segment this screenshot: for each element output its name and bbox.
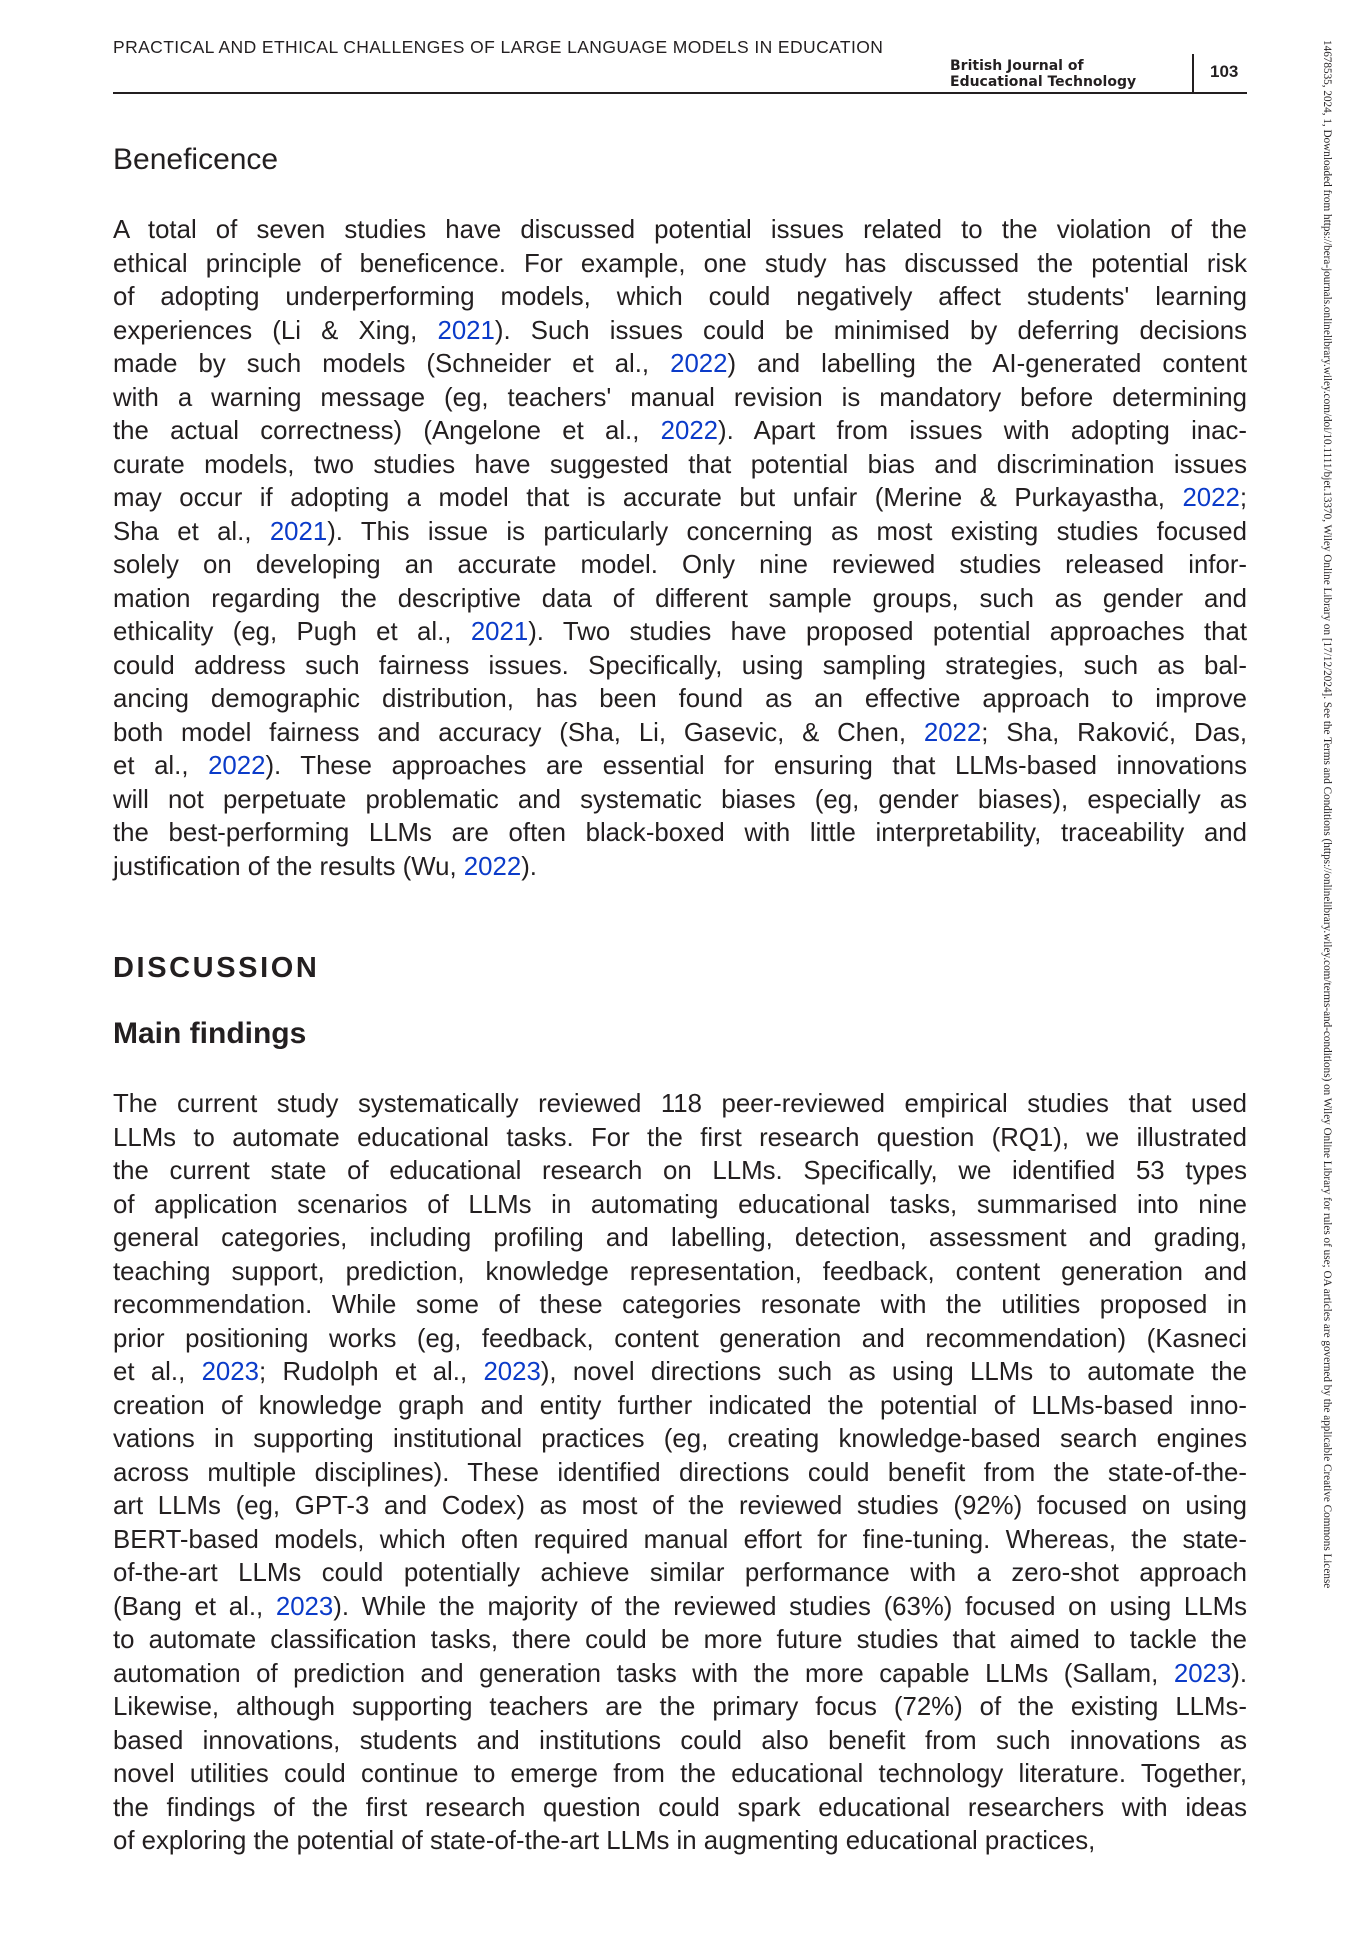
subsection-title-main-findings: Main findings bbox=[113, 1017, 307, 1050]
text-line bbox=[113, 1658, 1247, 1692]
citation-link[interactable]: 2022 bbox=[1182, 484, 1240, 512]
text-line bbox=[113, 750, 1247, 784]
header-divider bbox=[1192, 54, 1194, 94]
citation-link[interactable]: 2022 bbox=[208, 752, 266, 780]
section-title-discussion: DISCUSSION bbox=[113, 952, 320, 984]
text-line bbox=[113, 482, 1247, 516]
journal-name bbox=[950, 58, 1180, 90]
citation-link[interactable]: 2022 bbox=[463, 852, 522, 881]
text-line bbox=[113, 851, 1247, 885]
text-run: et al., bbox=[113, 1358, 202, 1386]
text-line bbox=[113, 248, 1247, 282]
text-line bbox=[113, 1591, 1247, 1625]
text-run: with a warning message (eg, teachers' manual revision is mandatory before determining bbox=[113, 383, 1247, 412]
text-line bbox=[113, 1323, 1247, 1357]
text-line bbox=[113, 1088, 1247, 1122]
citation-link[interactable]: 2022 bbox=[923, 718, 982, 747]
text-line bbox=[113, 683, 1247, 717]
text-run: The current study systematically reviewed 118 peer-reviewed empirical studies that used bbox=[113, 1090, 1247, 1118]
text-run: ). Such issues could be minimised by deferring decisions bbox=[494, 316, 1247, 345]
text-line bbox=[113, 281, 1247, 315]
text-line bbox=[113, 583, 1247, 617]
text-line bbox=[113, 315, 1247, 349]
text-line bbox=[113, 1423, 1247, 1457]
text-run: curate models, two studies have suggested that potential bias and discrimination issues bbox=[113, 450, 1247, 479]
download-notice bbox=[1318, 40, 1335, 1920]
text-run: the actual correctness) (Angelone et al., bbox=[113, 417, 661, 445]
paragraph-main-findings bbox=[113, 1088, 1247, 1859]
text-line bbox=[113, 1557, 1247, 1591]
text-run: across multiple disciplines). These identified directions could benefit from the state-of-the- bbox=[113, 1458, 1247, 1487]
text-run: experiences (Li & Xing, bbox=[113, 316, 438, 345]
citation-link[interactable]: 2022 bbox=[660, 417, 719, 445]
running-head: PRACTICAL AND ETHICAL CHALLENGES OF LARGE LANGUAGE MODELS IN EDUCATION bbox=[113, 37, 884, 57]
text-line bbox=[113, 549, 1247, 583]
text-run: et al., bbox=[113, 752, 209, 780]
text-run: of application scenarios of LLMs in automating educational tasks, summarised into nine bbox=[113, 1190, 1247, 1219]
text-run: automation of prediction and generation tasks with the more capable LLMs (Sallam, bbox=[113, 1659, 1174, 1688]
text-line bbox=[113, 1624, 1247, 1658]
text-run: of adopting underperforming models, which could negatively affect students' learning bbox=[113, 283, 1247, 311]
text-run: ). bbox=[1231, 1659, 1247, 1688]
text-run: the best-performing LLMs are often black-boxed with little interpretability, traceability and bbox=[113, 819, 1247, 847]
text-run: will not perpetuate problematic and systematic biases (eg, gender biases), especially as bbox=[113, 785, 1247, 814]
text-line bbox=[113, 1155, 1247, 1189]
text-run: creation of knowledge graph and entity further indicated the potential of LLMs-based inno- bbox=[113, 1391, 1247, 1420]
text-run: ). Two studies have proposed potential approaches that bbox=[528, 618, 1248, 646]
text-line bbox=[113, 1691, 1247, 1725]
text-line bbox=[113, 1390, 1247, 1424]
text-run: both model fairness and accuracy (Sha, Li, Gasevic, & Chen, bbox=[113, 718, 924, 747]
download-notice-text: 14678535, 2024, 1, Downloaded from https://bera-journals.onlinelibrary.wiley.com/doi/10.1111/bjet.13370, Wiley Online Library on [17/12/2024]. See the Terms and Conditions (https://onlinelibrary.wiley.com/terms-and-conditions) on Wiley Online Library for rules of use; OA articles are governed by the applicable Creative Commons License bbox=[1321, 40, 1333, 1589]
text-run: of-the-art LLMs could potentially achieve similar performance with a zero-shot approach bbox=[113, 1559, 1247, 1587]
journal-name-line-1: British Journal of bbox=[950, 58, 1084, 74]
text-line bbox=[113, 214, 1247, 248]
text-run: recommendation. While some of these categories resonate with the utilities proposed in bbox=[113, 1291, 1247, 1319]
text-run: ). These approaches are essential for ensuring that LLMs-based innovations bbox=[265, 752, 1247, 780]
text-line bbox=[113, 415, 1247, 449]
citation-link[interactable]: 2021 bbox=[269, 517, 328, 546]
text-run: (Bang et al., bbox=[113, 1592, 276, 1621]
text-run: could address such fairness issues. Specifically, using sampling strategies, such as bal- bbox=[113, 651, 1247, 680]
text-run: made by such models (Schneider et al., bbox=[113, 350, 671, 378]
text-run: ethicality (eg, Pugh et al., bbox=[113, 618, 471, 646]
text-line bbox=[113, 1825, 1247, 1859]
page-number: 103 bbox=[1210, 62, 1239, 81]
subsection-title-beneficence: Beneficence bbox=[113, 143, 279, 176]
text-run: ancing demographic distribution, has been found as an effective approach to improve bbox=[113, 685, 1247, 713]
text-run: the current state of educational research on LLMs. Specifically, we identified 53 types bbox=[113, 1157, 1247, 1185]
text-run: Sha et al., bbox=[113, 517, 270, 546]
text-line bbox=[113, 382, 1247, 416]
text-line bbox=[113, 650, 1247, 684]
text-run: ). This issue is particularly concerning as most existing studies focused bbox=[327, 517, 1247, 546]
text-run: ethical principle of beneficence. For example, one study has discussed the potential risk bbox=[113, 249, 1247, 278]
text-line bbox=[113, 1289, 1247, 1323]
text-run: ; Rudolph et al., bbox=[258, 1358, 484, 1386]
text-run: vations in supporting institutional practices (eg, creating knowledge-based search engines bbox=[113, 1425, 1247, 1453]
text-line bbox=[113, 1490, 1247, 1524]
text-run: solely on developing an accurate model. Only nine reviewed studies released infor- bbox=[113, 551, 1247, 579]
text-line bbox=[113, 449, 1247, 483]
text-line bbox=[113, 348, 1247, 382]
text-run: general categories, including profiling and labelling, detection, assessment and grading, bbox=[113, 1224, 1247, 1252]
text-run: prior positioning works (eg, feedback, content generation and recommendation) (Kasneci bbox=[113, 1324, 1247, 1353]
header-rule bbox=[113, 92, 1247, 94]
text-line bbox=[113, 616, 1247, 650]
text-line bbox=[113, 717, 1247, 751]
citation-link[interactable]: 2023 bbox=[201, 1358, 259, 1386]
text-run: ). Apart from issues with adopting inac- bbox=[718, 417, 1247, 445]
text-line bbox=[113, 1222, 1247, 1256]
text-run: ). bbox=[521, 852, 537, 881]
text-run: of exploring the potential of state-of-the-art LLMs in augmenting educational practices, bbox=[113, 1827, 1096, 1855]
text-run: A total of seven studies have discussed potential issues related to the violation of the bbox=[113, 216, 1247, 244]
citation-link[interactable]: 2023 bbox=[483, 1358, 541, 1386]
text-line bbox=[113, 784, 1247, 818]
text-run: ; bbox=[1239, 484, 1247, 512]
text-run: to automate classification tasks, there could be more future studies that aimed to tackle the bbox=[113, 1626, 1247, 1654]
text-run: BERT-based models, which often required manual effort for fine-tuning. Whereas, the state- bbox=[113, 1525, 1247, 1554]
text-run: ; Sha, Raković, Das, bbox=[981, 718, 1247, 747]
text-run: Likewise, although supporting teachers are the primary focus (72%) of the existing LLMs- bbox=[113, 1693, 1247, 1721]
text-line bbox=[113, 1256, 1247, 1290]
text-line bbox=[113, 1792, 1247, 1826]
text-run: ), novel directions such as using LLMs to automate the bbox=[540, 1358, 1248, 1386]
text-run: the findings of the first research question could spark educational researchers with ideas bbox=[113, 1793, 1247, 1822]
text-run: justification of the results (Wu, bbox=[113, 852, 464, 881]
text-line bbox=[113, 1524, 1247, 1558]
text-line bbox=[113, 817, 1247, 851]
text-line bbox=[113, 516, 1247, 550]
citation-link[interactable]: 2023 bbox=[275, 1592, 334, 1621]
journal-name-line-2: Educational Technology bbox=[950, 74, 1137, 90]
text-run: based innovations, students and institutions could also benefit from such innovations as bbox=[113, 1726, 1247, 1755]
text-line bbox=[113, 1457, 1247, 1491]
text-run: teaching support, prediction, knowledge representation, feedback, content generation and bbox=[113, 1257, 1247, 1286]
text-line bbox=[113, 1356, 1247, 1390]
text-line bbox=[113, 1122, 1247, 1156]
text-run: LLMs to automate educational tasks. For the first research question (RQ1), we illustrated bbox=[113, 1123, 1247, 1152]
text-run: novel utilities could continue to emerge from the educational technology literature. Together, bbox=[113, 1760, 1247, 1788]
citation-link[interactable]: 2021 bbox=[437, 316, 495, 345]
paragraph-beneficence bbox=[113, 214, 1247, 884]
text-run: may occur if adopting a model that is accurate but unfair (Merine & Purkayastha, bbox=[113, 484, 1183, 512]
text-run: art LLMs (eg, GPT-3 and Codex) as most of the reviewed studies (92%) focused on using bbox=[113, 1492, 1247, 1520]
text-line bbox=[113, 1758, 1247, 1792]
text-line bbox=[113, 1189, 1247, 1223]
text-run: ). While the majority of the reviewed studies (63%) focused on using LLMs bbox=[333, 1592, 1247, 1621]
citation-link[interactable]: 2022 bbox=[670, 350, 728, 378]
text-run: ) and labelling the AI-generated content bbox=[727, 350, 1247, 378]
text-line bbox=[113, 1725, 1247, 1759]
text-run: mation regarding the descriptive data of different sample groups, such as gender and bbox=[113, 584, 1247, 613]
citation-link[interactable]: 2023 bbox=[1173, 1659, 1232, 1688]
citation-link[interactable]: 2021 bbox=[470, 618, 529, 646]
